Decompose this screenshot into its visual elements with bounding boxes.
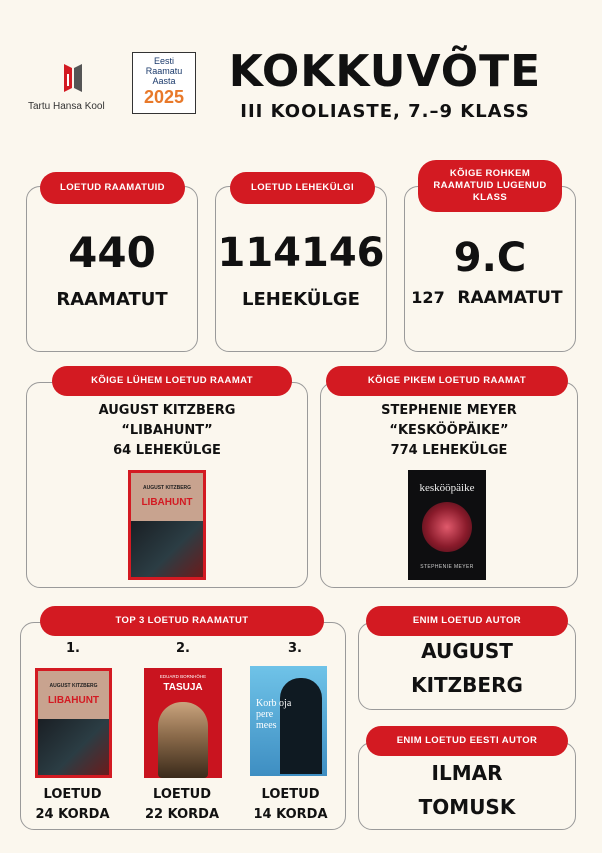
stat-books-value: 440 (68, 228, 156, 277)
school-name: Tartu Hansa Kool (28, 101, 105, 112)
warrior-figure-icon (158, 702, 208, 778)
top3-read-3: LOETUD (261, 787, 320, 802)
shortest-book-cover (128, 470, 206, 580)
shortest-cover-art (131, 521, 203, 579)
stat-books-unit: RAAMATUT (56, 289, 168, 310)
top-estonian-author-line1: ILMAR (431, 761, 503, 785)
top3-rank-2: 2. (176, 641, 190, 656)
top3-cover-3-title: Korb oja pere mees (256, 698, 292, 731)
year-badge-line3: Aasta (152, 76, 176, 86)
shortest-book-pages: 64 LEHEKÜLGE (113, 443, 221, 458)
top3-cover-2-author: EDUARD BORNHÖHE (159, 674, 207, 679)
top3-count-2: 22 KORDA (144, 807, 220, 822)
stat-class-label: KÕIGE ROHKEM RAAMATUID LUGENUD KLASS (418, 160, 562, 212)
longest-book-title: “KESKÖÖPÄIKE” (389, 423, 509, 438)
top3-cover-1-author: AUGUST KITZBERG (49, 683, 98, 689)
top3-count-1: 24 KORDA (35, 807, 110, 822)
top3-read-1: LOETUD (43, 787, 102, 802)
shortest-book-author: AUGUST KITZBERG (98, 403, 236, 418)
page-subtitle: III KOOLIASTE, 7.–9 KLASS (240, 101, 530, 122)
top-author-label: ENIM LOETUD AUTOR (366, 606, 568, 636)
top3-count-3: 14 KORDA (253, 807, 328, 822)
top-author-line2: KITZBERG (411, 673, 523, 697)
year-badge-line2: Raamatu (145, 66, 183, 76)
year-badge-line1: Eesti (153, 56, 174, 66)
top3-cover-1 (35, 668, 112, 778)
longest-book-cover (408, 470, 486, 580)
year-badge (132, 52, 196, 114)
top-author-line1: AUGUST (421, 639, 513, 663)
longest-cover-title: keskööpäike (419, 482, 475, 494)
stat-class-value: 9.C (453, 235, 527, 281)
top3-cover-2 (144, 668, 222, 778)
top3-label: TOP 3 LOETUD RAAMATUT (40, 606, 324, 636)
longest-book-pages: 774 LEHEKÜLGE (390, 443, 508, 458)
page-title: KOKKUVÕTE (228, 46, 542, 97)
shortest-book-label: KÕIGE LÜHEM LOETUD RAAMAT (52, 366, 292, 396)
school-logo-icon (28, 60, 124, 100)
shortest-cover-title: LIBAHUNT (141, 497, 193, 508)
top-estonian-author-line2: TOMUSK (418, 795, 516, 819)
longest-cover-author: STEPHENIE MEYER (420, 564, 474, 570)
top3-rank-3: 3. (288, 641, 302, 656)
longest-book-author: STEPHENIE MEYER (381, 403, 517, 418)
top3-rank-1: 1. (66, 641, 80, 656)
longest-book-label: KÕIGE PIKEM LOETUD RAAMAT (326, 366, 568, 396)
top3-cover-1-art (38, 719, 109, 777)
stat-pages-unit: LEHEKÜLGE (242, 289, 360, 310)
stat-class-count: 127 (411, 288, 445, 307)
stat-pages-value: 114146 (217, 230, 385, 276)
top-estonian-author-label: ENIM LOETUD EESTI AUTOR (366, 726, 568, 756)
year-badge-year: 2025 (143, 87, 185, 107)
top3-cover-3 (250, 666, 327, 776)
top3-cover-1-title: LIBAHUNT (47, 695, 100, 706)
school-logo (28, 60, 124, 120)
top3-cover-2-title: TASUJA (163, 682, 203, 693)
pomegranate-icon (422, 502, 472, 552)
shortest-book-title: “LIBAHUNT” (121, 423, 213, 438)
stat-books-label: LOETUD RAAMATUID (40, 172, 185, 204)
shortest-cover-author: AUGUST KITZBERG (142, 485, 192, 491)
top3-read-2: LOETUD (153, 787, 211, 802)
stat-class-unit: RAAMATUT (457, 288, 563, 308)
stat-pages-label: LOETUD LEHEKÜLGI (230, 172, 375, 204)
